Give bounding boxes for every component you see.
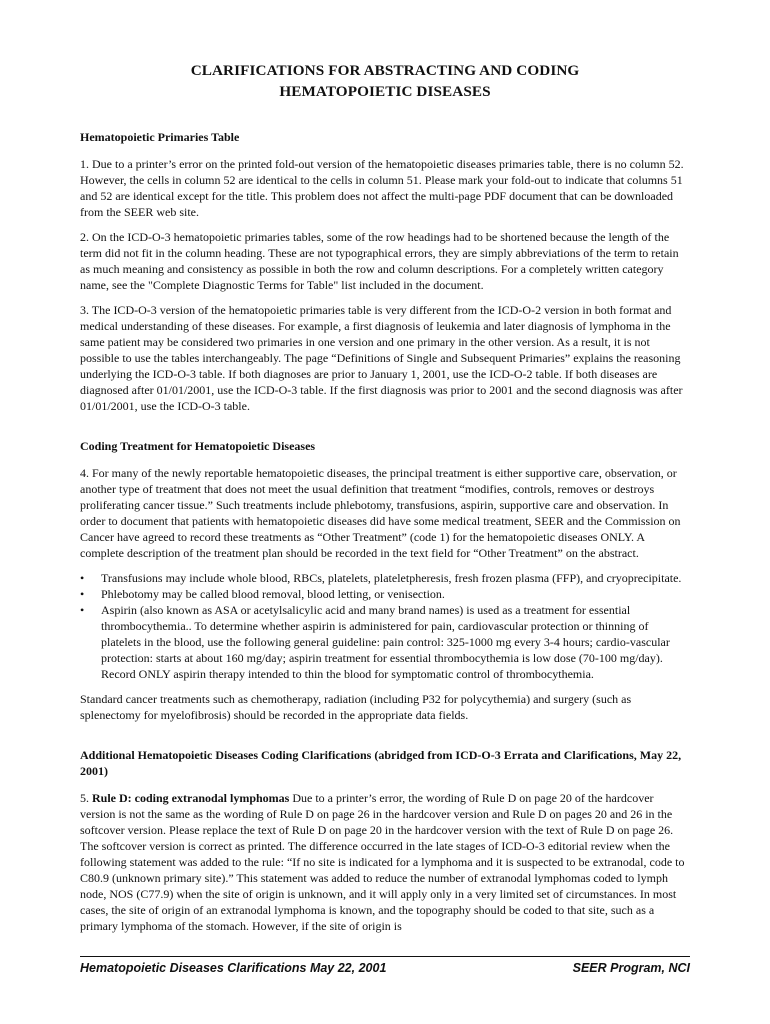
- section-heading-additional-clarifications: Additional Hematopoietic Diseases Coding Clarifications (abridged from ICD-O-3 Errata and Clarifications, May 22, 2001): [80, 748, 682, 778]
- paragraph-5-number: 5.: [80, 791, 92, 805]
- bullet-icon: •: [80, 587, 85, 601]
- document-title: [0, 60, 770, 102]
- treatment-bullet-list: [80, 570, 690, 682]
- section-spacer: [80, 423, 690, 438]
- paragraph-standard-treatments: Standard cancer treatments such as chemotherapy, radiation (including P32 for polycythemia) and surgery (such as splenectomy for myelofibrosis) should be recorded in the appropriate data fields.: [80, 692, 632, 722]
- footer-program-name: SEER Program, NCI: [572, 961, 690, 975]
- list-item: [80, 602, 690, 682]
- paragraph-5: [80, 790, 690, 934]
- list-item-text: Transfusions may include whole blood, RBCs, platelets, plateletpheresis, fresh frozen plasma (FFP), and cryoprecipitate.: [101, 571, 682, 585]
- list-item-text: Aspirin (also known as ASA or acetylsalicylic acid and many brand names) is used as a treatment for essential thrombocythemia.. To determine whether aspirin is administered for pain, cardiovascular protection or thinning of platelets in the blood, use the following general guideline: pain control: 325-1000 mg every 3-4 hours; cardio-vascular protection: starts at about 160 mg/day; aspirin treatment for essential thrombocythemia is low dose (70-100 mg/day). Record ONLY aspirin therapy intended to thin the blood for symptomatic control of thrombocythemia.: [101, 603, 670, 681]
- paragraph-1: 1. Due to a printer’s error on the printed fold-out version of the hematopoietic diseases primaries table, there is no column 52. However, the cells in column 52 are identical to the cells in column 51. Please mark your fold-out to indicate that columns 51 and 52 are identical except for the title. This problem does not affect the multi-page PDF document that can be downloaded from the SEER web site.: [80, 157, 684, 219]
- title-line-1: CLARIFICATIONS FOR ABSTRACTING AND CODING: [190, 62, 580, 79]
- list-item-text: Phlebotomy may be called blood removal, blood letting, or venisection.: [101, 587, 445, 601]
- footer-document-title: Hematopoietic Diseases Clarifications May 22, 2001: [80, 961, 387, 975]
- paragraph-3: 3. The ICD-O-3 version of the hematopoietic primaries table is very different from the ICD-O-2 version in both format and medical understanding of these diseases. For example, a first diagnosis of leukemia and later diagnosis of lymphoma in the same patient may be considered two primaries in one version and one primary in the other version. As a result, it is not possible to use the tables interchangeably. The page “Definitions of Single and Subsequent Primaries” explains the reasoning underlying the ICD-O-3 table. If both diagnoses are prior to January 1, 2001, use the ICD-O-2 table. If both diseases are diagnosed after 01/01/2001, use the ICD-O-3 table. If the first diagnosis was prior to 2001 and the second diagnosis was after 01/01/2001, use the ICD-O-3 table.: [80, 303, 683, 413]
- list-item: [80, 570, 690, 586]
- bullet-icon: •: [80, 571, 85, 585]
- rule-d-subheading: Rule D: coding extranodal lymphomas: [92, 791, 290, 805]
- section-spacer: [80, 732, 690, 747]
- paragraph-4: 4. For many of the newly reportable hematopoietic diseases, the principal treatment is either supportive care, observation, or another type of treatment that does not meet the usual definition that treatment “modifies, controls, removes or destroys proliferating cancer tissue.” Such treatments include phlebotomy, transfusions, aspirin, supportive care and observation. In order to document that patients with hematopoietic diseases did have some medical treatment, SEER and the Commission on Cancer have agreed to record these treatments as “Other Treatment” (code 1) for the hematopoietic diseases ONLY. A complete description of the treatment plan should be recorded in the text field for “Other Treatment” on the abstract.: [80, 466, 681, 560]
- title-line-2: HEMATOPOIETIC DISEASES: [279, 83, 491, 100]
- paragraph-5-text: Due to a printer’s error, the wording of Rule D on page 20 of the hardcover version is not the same as the wording of Rule D on page 26 in the hardcover version and Rule D on pages 20 and 26 in the softcover version. Please replace the text of Rule D on page 20 in the hardcover version with the text of Rule D on page 26. The softcover version is correct as printed. The difference occurred in the late stages of ICD-O-3 editorial review when the following statement was added to the rule: “If no site is indicated for a lymphoma and it is suspected to be extranodal, code to C80.9 (unknown primary site).” This statement was added to reduce the number of extranodal lymphomas coded to lymph node, NOS (C77.9) when the site of origin is unknown, and it will apply only in a very limited set of circumstances. In most cases, the site of origin of an extranodal lymphoma is known, and the topography should be coded to that site, such as a primary lymphoma of the stomach. However, if the site of origin is: [80, 791, 685, 933]
- section-heading-coding-treatment: Coding Treatment for Hematopoietic Diseases: [80, 439, 316, 453]
- document-body: [80, 129, 690, 943]
- page-footer: [80, 956, 690, 978]
- paragraph-2: 2. On the ICD-O-3 hematopoietic primaries tables, some of the row headings had to be shortened because the length of the term did not fit in the column heading. These are not typographical errors, they are simply abbreviations of the term to retain as much meaning and consistency as possible in both the row and column descriptions. For a completely written category name, see the "Complete Diagnostic Terms for Table" list included in the document.: [80, 230, 679, 292]
- bullet-icon: •: [80, 603, 85, 617]
- list-item: [80, 586, 690, 602]
- section-heading-primaries-table: Hematopoietic Primaries Table: [80, 130, 240, 144]
